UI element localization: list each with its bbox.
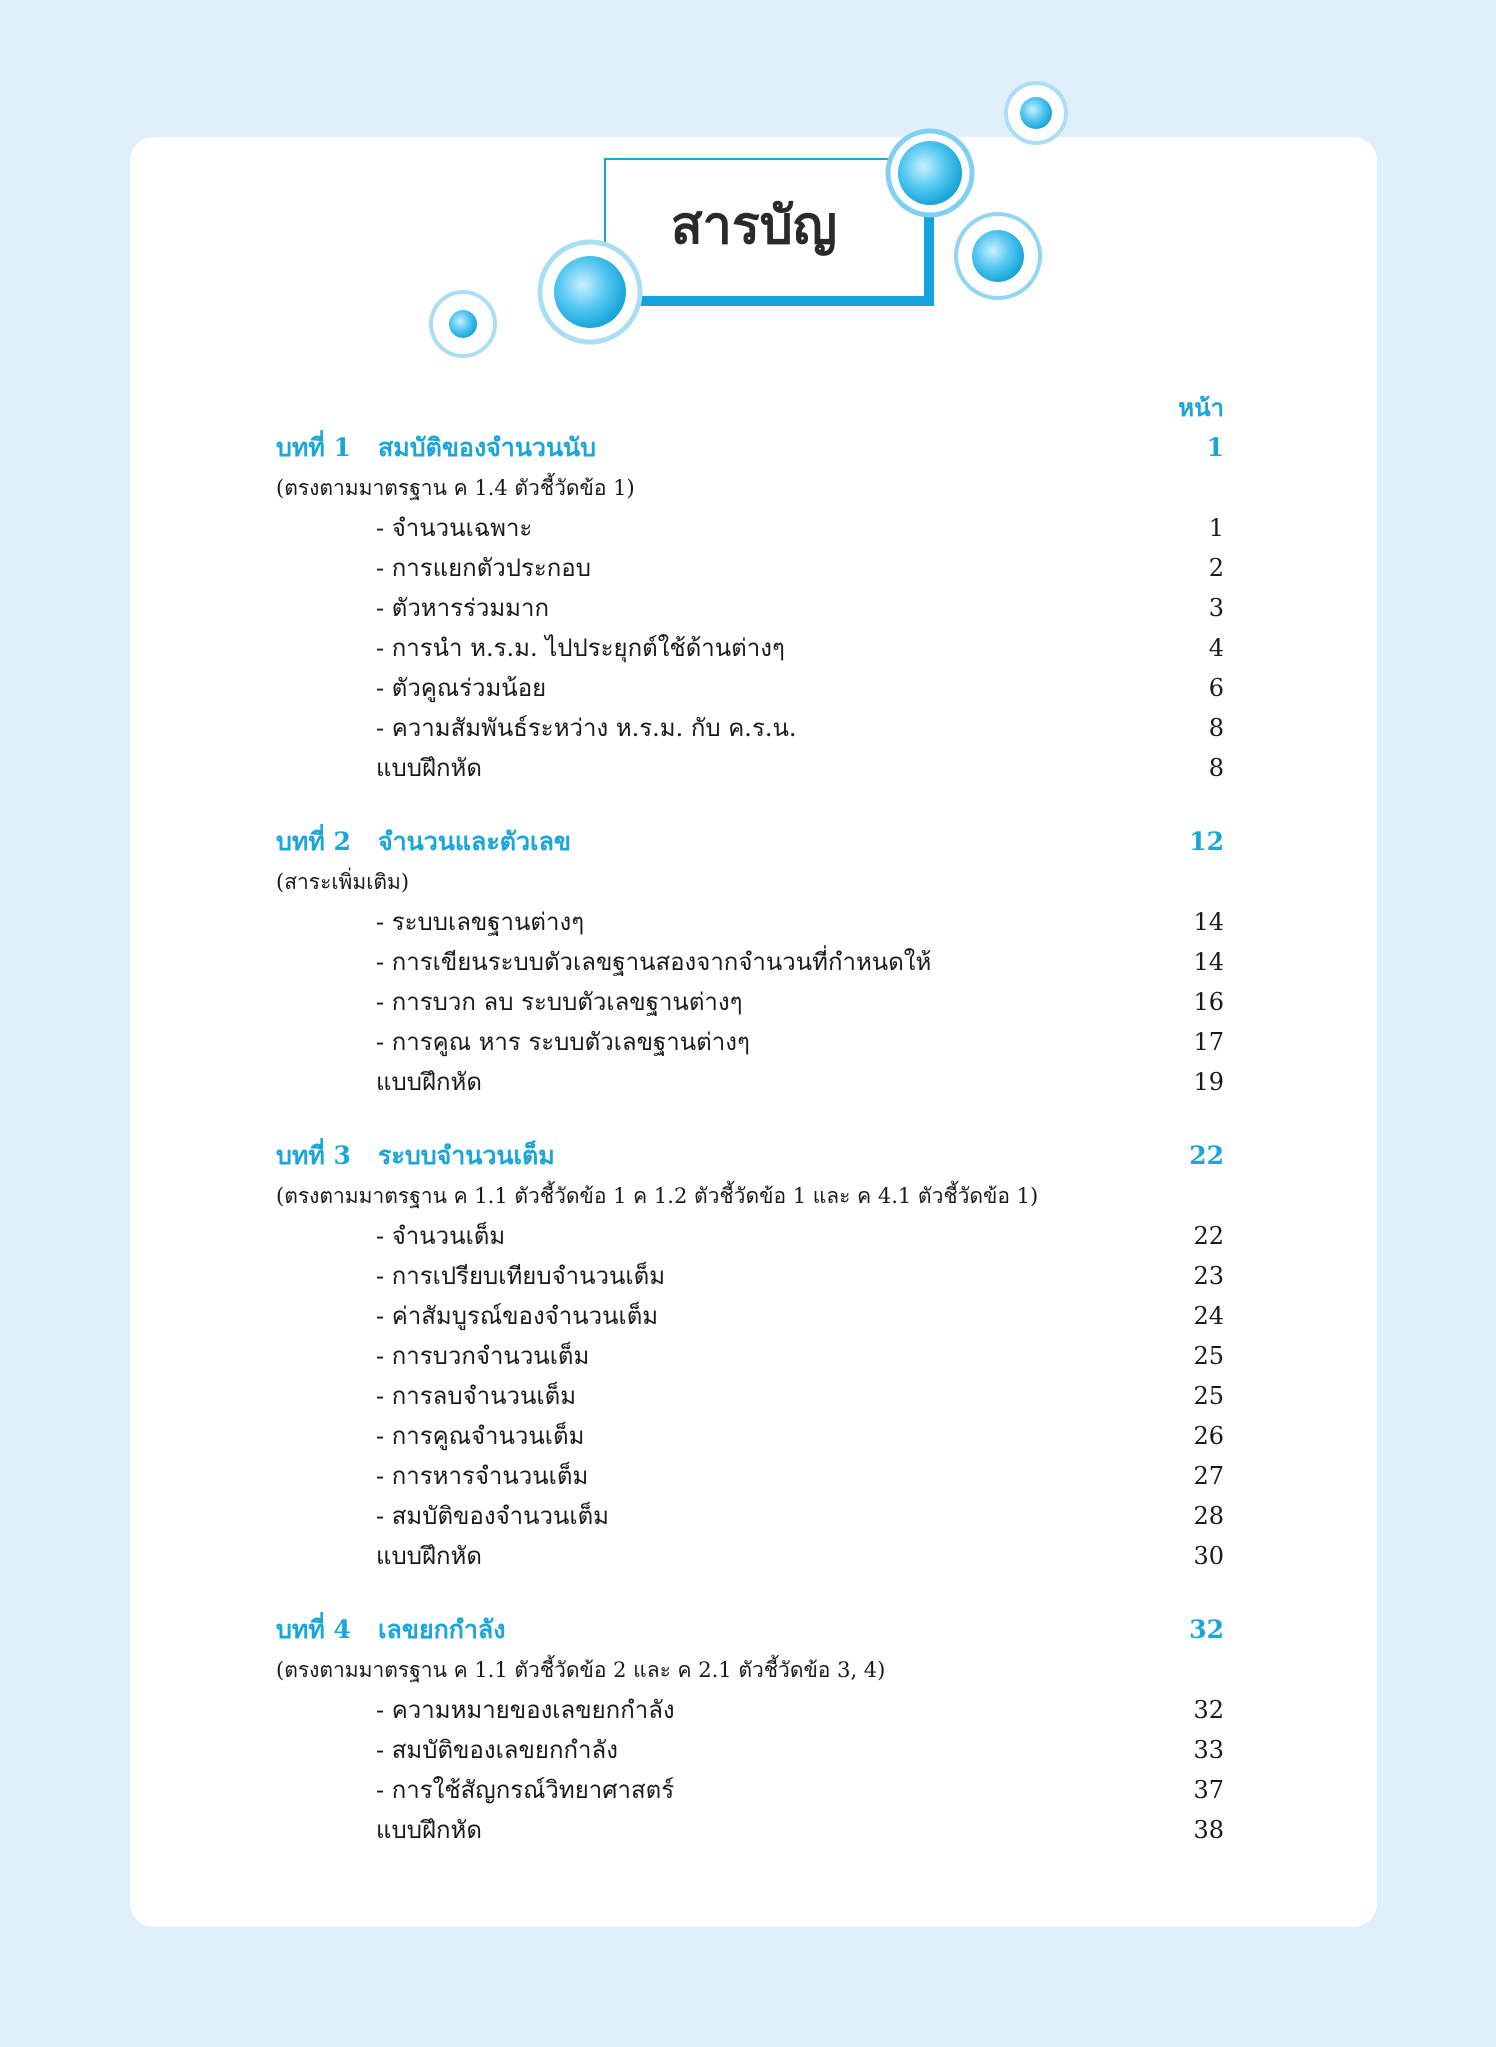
toc-item[interactable]	[276, 942, 1224, 982]
toc-item-label: - การเปรียบเทียบจำนวนเต็ม	[376, 1262, 666, 1290]
toc-item-label: - การคูณจำนวนเต็ม	[376, 1422, 585, 1450]
toc-item-page: 3	[1208, 594, 1224, 622]
toc-item-label: - ค่าสัมบูรณ์ของจำนวนเต็ม	[376, 1302, 659, 1330]
toc-item-page: 14	[1193, 908, 1224, 936]
chapter-number: บทที่ 3	[276, 1141, 351, 1170]
toc-item[interactable]	[276, 1296, 1224, 1336]
bubble-icon	[1006, 83, 1066, 143]
toc-item[interactable]	[276, 1022, 1224, 1062]
toc-item-page: 8	[1208, 714, 1224, 742]
toc-item-label: - จำนวนเฉพาะ	[376, 514, 533, 542]
toc-item-label: - การลบจำนวนเต็ม	[376, 1382, 577, 1410]
toc-item-page: 16	[1193, 988, 1224, 1016]
chapter-page-number: 32	[1189, 1615, 1224, 1644]
toc-item-label: - การแยกตัวประกอบ	[376, 554, 591, 582]
toc-item-page: 24	[1193, 1302, 1224, 1330]
toc-item-label: - จำนวนเต็ม	[376, 1222, 506, 1250]
toc-item-page: 17	[1193, 1028, 1224, 1056]
chapter-note: (สาระเพิ่มเติม)	[276, 870, 410, 894]
chapter-title: สมบัติของจำนวนนับ	[378, 433, 597, 462]
toc-item-page: 14	[1193, 948, 1224, 976]
toc-item-page: 23	[1193, 1262, 1224, 1290]
toc-item[interactable]	[276, 1690, 1224, 1730]
toc-item-page: 2	[1208, 554, 1224, 582]
toc-item-label: - การบวก ลบ ระบบตัวเลขฐานต่างๆ	[376, 988, 743, 1016]
toc-item-page: 22	[1193, 1222, 1224, 1250]
chapter-page-number: 22	[1189, 1141, 1224, 1170]
table-of-contents	[276, 388, 1224, 1884]
chapter-1	[276, 428, 1224, 788]
toc-item[interactable]	[276, 1062, 1224, 1102]
toc-item[interactable]	[276, 1216, 1224, 1256]
toc-item-label: แบบฝึกหัด	[376, 1542, 482, 1570]
toc-item-label: - การหารจำนวนเต็ม	[376, 1462, 589, 1490]
chapter-title: จำนวนและตัวเลข	[378, 827, 571, 856]
chapter-3	[276, 1136, 1224, 1576]
toc-item-label: - สมบัติของจำนวนเต็ม	[376, 1502, 610, 1530]
toc-item[interactable]	[276, 902, 1224, 942]
chapter-title: ระบบจำนวนเต็ม	[378, 1141, 555, 1170]
toc-item-page: 25	[1193, 1382, 1224, 1410]
chapter-note: (ตรงตามมาตรฐาน ค 1.4 ตัวชี้วัดข้อ 1)	[276, 476, 635, 500]
toc-item-label: - การเขียนระบบตัวเลขฐานสองจากจำนวนที่กำหนดให้	[376, 948, 932, 976]
toc-item-label: แบบฝึกหัด	[376, 1068, 482, 1096]
toc-item[interactable]	[276, 982, 1224, 1022]
chapter-heading[interactable]	[276, 822, 1224, 862]
toc-item-label: - ความสัมพันธ์ระหว่าง ห.ร.ม. กับ ค.ร.น.	[376, 714, 797, 742]
toc-item[interactable]	[276, 548, 1224, 588]
toc-item[interactable]	[276, 508, 1224, 548]
toc-item-label: - สมบัติของเลขยกกำลัง	[376, 1736, 618, 1764]
toc-item[interactable]	[276, 1256, 1224, 1296]
toc-item[interactable]	[276, 668, 1224, 708]
toc-item[interactable]	[276, 1810, 1224, 1850]
toc-item[interactable]	[276, 628, 1224, 668]
toc-item-page: 38	[1193, 1816, 1224, 1844]
chapter-note: (ตรงตามมาตรฐาน ค 1.1 ตัวชี้วัดข้อ 2 และ ค 2.1 ตัวชี้วัดข้อ 3, 4)	[276, 1658, 886, 1682]
toc-item-page: 1	[1208, 514, 1224, 542]
toc-item-page: 26	[1193, 1422, 1224, 1450]
chapter-page-number: 12	[1189, 827, 1224, 856]
toc-item[interactable]	[276, 1336, 1224, 1376]
toc-item[interactable]	[276, 1416, 1224, 1456]
toc-item[interactable]	[276, 708, 1224, 748]
page-title: สารบัญ	[670, 196, 838, 256]
chapter-heading[interactable]	[276, 1136, 1224, 1176]
toc-item-page: 37	[1193, 1776, 1224, 1804]
toc-item-page: 30	[1193, 1542, 1224, 1570]
toc-item-label: - การคูณ หาร ระบบตัวเลขฐานต่างๆ	[376, 1028, 750, 1056]
page-column-header: หน้า	[1178, 393, 1224, 422]
chapter-2	[276, 822, 1224, 1102]
chapter-number: บทที่ 1	[276, 433, 351, 462]
toc-item[interactable]	[276, 1496, 1224, 1536]
toc-item-page: 32	[1193, 1696, 1224, 1724]
toc-item-label: - ความหมายของเลขยกกำลัง	[376, 1696, 675, 1724]
toc-item[interactable]	[276, 1730, 1224, 1770]
toc-item[interactable]	[276, 1770, 1224, 1810]
chapter-number: บทที่ 4	[276, 1615, 351, 1644]
toc-item-page: 4	[1208, 634, 1224, 662]
toc-item-label: - การใช้สัญกรณ์วิทยาศาสตร์	[376, 1776, 675, 1804]
toc-item-label: แบบฝึกหัด	[376, 1816, 482, 1844]
toc-item[interactable]	[276, 1456, 1224, 1496]
chapter-heading[interactable]	[276, 428, 1224, 468]
toc-item-page: 25	[1193, 1342, 1224, 1370]
toc-item-label: - การนำ ห.ร.ม. ไปประยุกต์ใช้ด้านต่างๆ	[376, 634, 785, 662]
chapter-number: บทที่ 2	[276, 827, 351, 856]
toc-item-page: 8	[1208, 754, 1224, 782]
toc-item[interactable]	[276, 1376, 1224, 1416]
toc-item-label: - ตัวหารร่วมมาก	[376, 594, 550, 622]
toc-item-page: 27	[1193, 1462, 1224, 1490]
toc-item[interactable]	[276, 588, 1224, 628]
toc-item[interactable]	[276, 1536, 1224, 1576]
chapter-page-number: 1	[1206, 433, 1224, 462]
toc-item-page: 28	[1193, 1502, 1224, 1530]
toc-item[interactable]	[276, 748, 1224, 788]
chapter-heading[interactable]	[276, 1610, 1224, 1650]
toc-item-page: 19	[1193, 1068, 1224, 1096]
toc-item-page: 33	[1193, 1736, 1224, 1764]
toc-item-page: 6	[1208, 674, 1224, 702]
toc-item-label: แบบฝึกหัด	[376, 754, 482, 782]
chapter-4	[276, 1610, 1224, 1850]
chapter-note: (ตรงตามมาตรฐาน ค 1.1 ตัวชี้วัดข้อ 1 ค 1.2 ตัวชี้วัดข้อ 1 และ ค 4.1 ตัวชี้วัดข้อ 1)	[276, 1184, 1039, 1208]
chapter-title: เลขยกกำลัง	[378, 1615, 506, 1644]
toc-item-label: - การบวกจำนวนเต็ม	[376, 1342, 590, 1370]
toc-item-label: - ระบบเลขฐานต่างๆ	[376, 908, 585, 936]
toc-item-label: - ตัวคูณร่วมน้อย	[376, 674, 547, 702]
